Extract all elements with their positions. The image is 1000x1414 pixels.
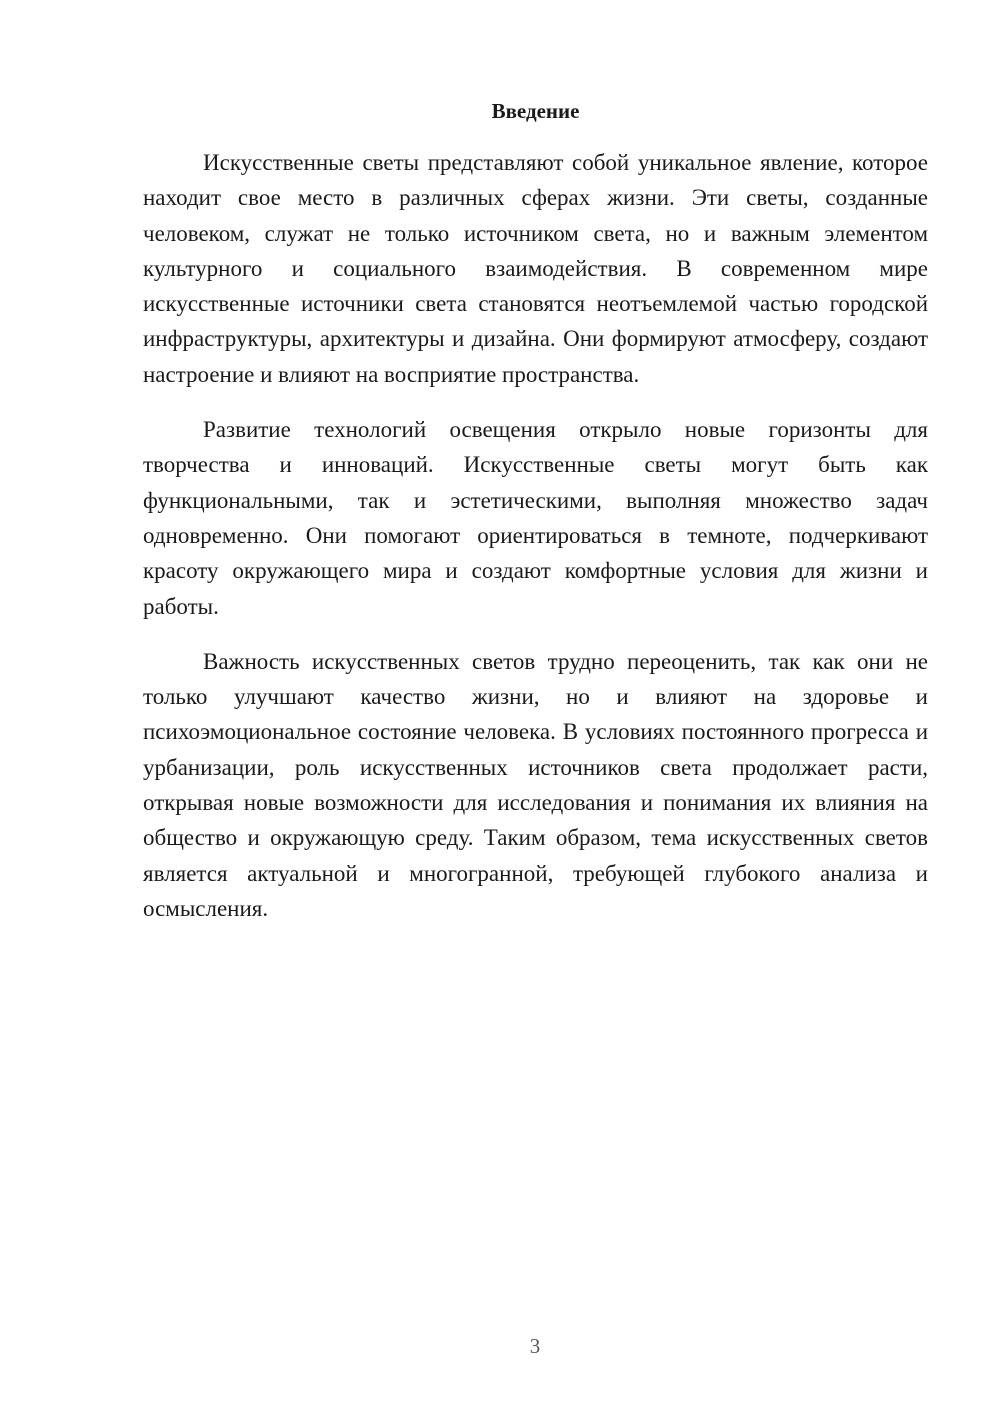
page-number: 3	[529, 1334, 541, 1358]
paragraph-2: Развитие технологий освещения открыло новые горизонты для творчества и инноваций. Искусственные светы могут быть как функциональными, так и эстетическими, выполняя множество задач одновременно. Они помогают ориентироваться в темноте, подчеркивают красоту окружающего мира и создают комфортные условия для жизни и работы.	[143, 417, 928, 619]
page-content	[143, 96, 928, 946]
section-title: Введение	[491, 99, 580, 123]
paragraph-3: Важность искусственных светов трудно переоценить, так как они не только улучшают качество жизни, но и влияют на здоровье и психоэмоциональное состояние человека. В условиях постоянного прогресса и урбанизации, роль искусственных источников света продолжает расти, открывая новые возможности для исследования и понимания их влияния на общество и окружающую среду. Таким образом, тема искусственных светов является актуальной и многогранной, требующей глубокого анализа и осмысления.	[143, 648, 928, 921]
paragraph-1: Искусственные светы представляют собой уникальное явление, которое находит свое место в различных сферах жизни. Эти светы, созданные человеком, служат не только источником света, но и важным элементом культурного и социального взаимодействия. В современном мире искусственные источники света становятся неотъемлемой частью городской инфраструктуры, архитектуры и дизайна. Они формируют атмосферу, создают настроение и влияют на восприятие пространства.	[143, 150, 928, 387]
